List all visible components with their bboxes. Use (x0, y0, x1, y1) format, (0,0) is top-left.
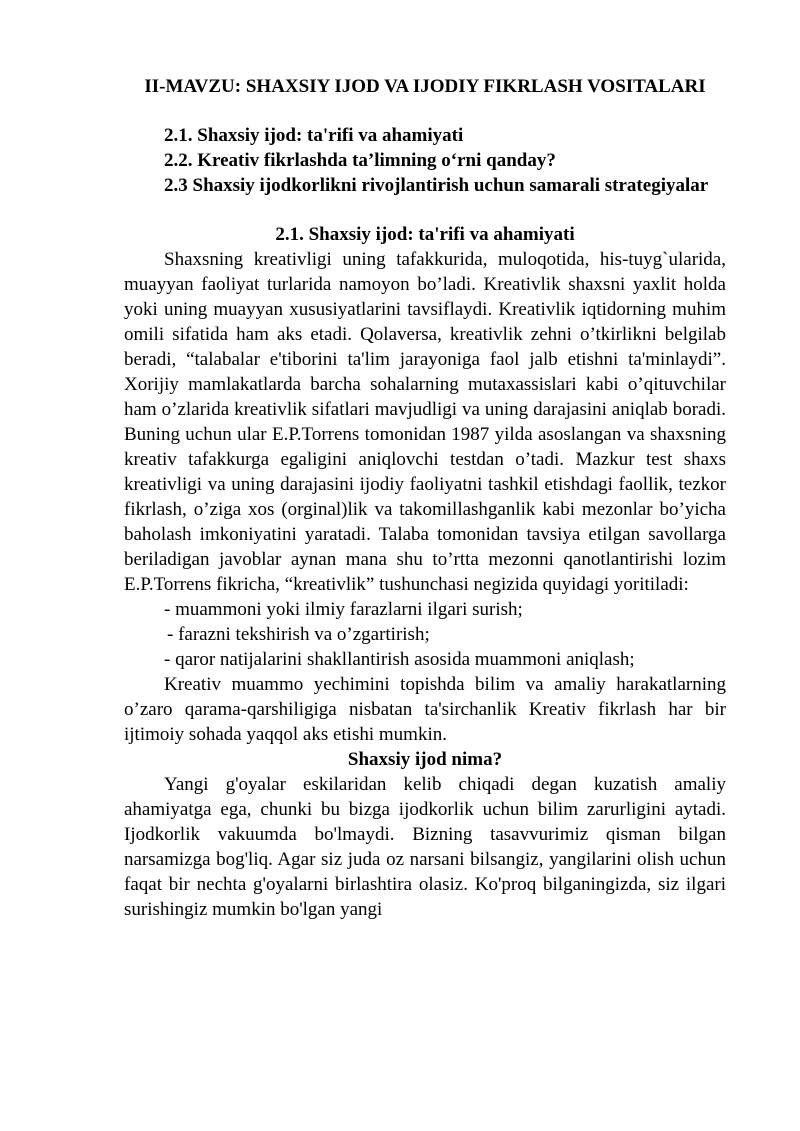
toc-item: 2.1. Shaxsiy ijod: ta'rifi va ahamiyati (164, 125, 464, 146)
body-paragraph: Shaxsning kreativligi uning tafakkurida, muloqotida, his-tuyg`ularida, muayyan faoliyat turlarida namoyon bo’ladi. Kreativlik shaxsni yaxlit holda yoki uning muayyan xususiyatlarini tavsiflaydi. Kreativlik iqtidorning muhim omili sifatida ham aks etadi. Qolaversa, kreativlik zehni o’tkirlikni belgilab beradi, “talabalar e'tiborini ta'lim jarayoniga faol jalb etishni ta'minlaydi”. Xorijiy mamlakatlarda barcha sohalarning mutaxassislari kabi o’qituvchilar ham o’zlarida kreativlik sifatlari mavjudligi va uning darajasini aniqlab boradi. Buning uchun ular E.P.Torrens tomonidan 1987 yilda asoslangan va shaxsning kreativ tafakkurga egaligini aniqlovchi testdan o’tadi. Mazkur test shaxs kreativligi va uning darajasini ijodiy faoliyatni tashkil etishdagi faollik, tezkor fikrlash, o’ziga xos (orginal)lik va takomillashganlik kabi mezonlar bo’yicha baholash imkoniyatini yaratadi. Talaba tomonidan tavsiya etilgan savollarga beriladigan javoblar aynan mana shu to’rtta mezonni qanotlantirishi lozim E.P.Torrens fikricha, “kreativlik” tushunchasi negizida quyidagi yoritiladi: (124, 249, 726, 595)
section-heading: 2.1. Shaxsiy ijod: ta'rifi va ahamiyati (275, 224, 575, 245)
table-of-contents (124, 123, 726, 198)
list-item: - farazni tekshirish va o’zgartirish; (167, 624, 430, 645)
subheading: Shaxsiy ijod nima? (347, 749, 503, 770)
list-item: - muammoni yoki ilmiy farazlarni ilgari surish; (164, 599, 523, 620)
body-paragraph: Kreativ muammo yechimini topishda bilim va amaliy harakatlarning o’zaro qarama-qarshiligiga nisbatan ta'sirchanlik Kreativ fikrlash har bir ijtimoiy sohada yaqqol aks etishi mumkin. (124, 674, 726, 745)
document-title: II-MAVZU: SHAXSIY IJOD VA IJODIY FIKRLASH VOSITALARI (144, 76, 706, 97)
document-page (124, 74, 726, 922)
toc-item: 2.3 Shaxsiy ijodkorlikni rivojlantirish uchun samarali strategiyalar (164, 175, 709, 196)
list-item: - qaror natijalarini shakllantirish asosida muammoni aniqlash; (164, 649, 635, 670)
body-paragraph: Yangi g'oyalar eskilaridan kelib chiqadi degan kuzatish amaliy ahamiyatga ega, chunki bu bizga ijodkorlik uchun bilim zarurligini aytadi. Ijodkorlik vakuumda bo'lmaydi. Bizning tasavvurimiz qisman bilgan narsamizga bog'liq. Agar siz juda oz narsani bilsangiz, yangilarini olish uchun faqat bir nechta g'oyalarni birlashtira olasiz. Ko'proq bilganingizda, siz ilgari surishingiz mumkin bo'lgan yangi (124, 774, 726, 920)
toc-item: 2.2. Kreativ fikrlashda ta’limning o‘rni qanday? (164, 150, 556, 171)
